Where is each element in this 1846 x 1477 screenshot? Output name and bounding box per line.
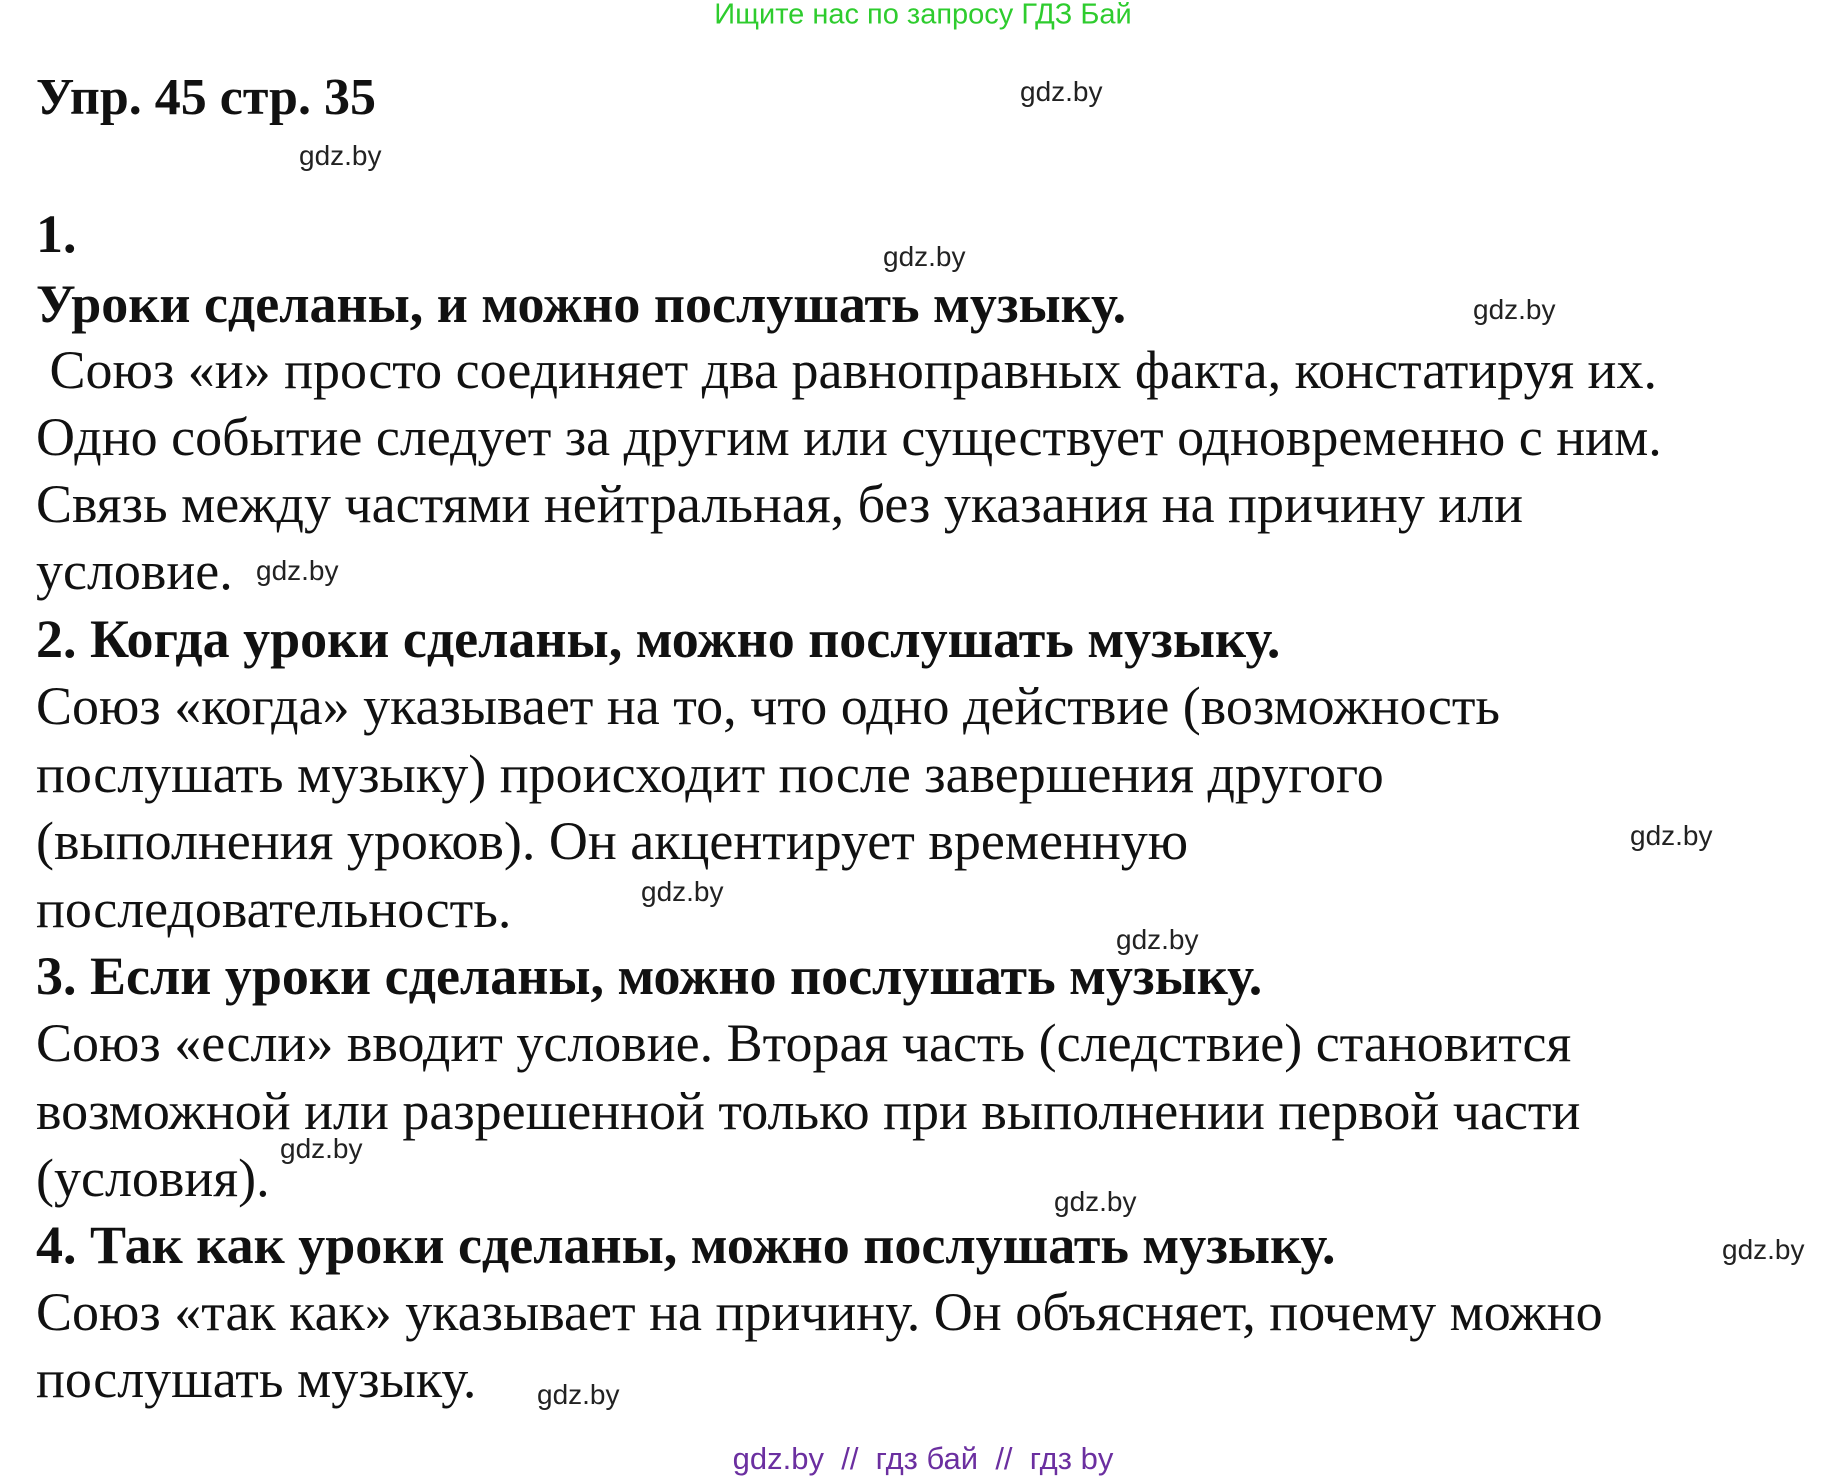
watermark: gdz.by xyxy=(883,241,966,272)
watermark: gdz.by xyxy=(1722,1234,1805,1265)
watermark: gdz.by xyxy=(1054,1186,1137,1217)
footer-links: gdz.by // гдз бай // гдз by xyxy=(732,1441,1114,1476)
paragraph-line: послушать музыку. xyxy=(36,1349,477,1409)
watermark: gdz.by xyxy=(1020,76,1103,107)
sentence-heading: 2. Когда уроки сделаны, можно послушать музыку. xyxy=(36,609,1281,669)
paragraph-line: Союз «и» просто соединяет два равноправных факта, констатируя их. xyxy=(36,340,1657,400)
sentence-heading: 3. Если уроки сделаны, можно послушать музыку. xyxy=(36,946,1263,1006)
paragraph-line: последовательность. xyxy=(36,879,512,939)
paragraph-line: Одно событие следует за другим или существует одновременно с ним. xyxy=(36,407,1662,467)
watermark: gdz.by xyxy=(299,140,382,171)
watermark: gdz.by xyxy=(1630,820,1713,851)
page-title: Упр. 45 стр. 35 xyxy=(36,69,376,126)
paragraph-line: (выполнения уроков). Он акцентирует временную xyxy=(36,811,1189,871)
watermark: gdz.by xyxy=(1473,294,1556,325)
paragraph-line: (условия). xyxy=(36,1148,270,1208)
paragraph-line: Союз «так как» указывает на причину. Он объясняет, почему можно xyxy=(36,1282,1603,1342)
paragraph-line: возможной или разрешенной только при выполнении первой части xyxy=(36,1081,1581,1141)
paragraph-line: Союз «если» вводит условие. Вторая часть (следствие) становится xyxy=(36,1013,1572,1073)
item-number: 1. xyxy=(36,204,77,264)
search-banner: Ищите нас по запросу ГДЗ Бай xyxy=(714,0,1132,31)
paragraph-line: условие. xyxy=(36,541,233,601)
watermark: gdz.by xyxy=(1116,924,1199,955)
watermark: gdz.by xyxy=(280,1133,363,1164)
sentence-heading: Уроки сделаны, и можно послушать музыку. xyxy=(36,274,1127,334)
paragraph-line: Союз «когда» указывает на то, что одно действие (возможность xyxy=(36,676,1501,736)
paragraph-line: Связь между частями нейтральная, без указания на причину или xyxy=(36,474,1524,534)
watermark: gdz.by xyxy=(256,555,339,586)
watermark: gdz.by xyxy=(641,876,724,907)
paragraph-line: послушать музыку) происходит после завершения другого xyxy=(36,744,1384,804)
sentence-heading: 4. Так как уроки сделаны, можно послушать музыку. xyxy=(36,1215,1336,1275)
watermark: gdz.by xyxy=(537,1379,620,1410)
